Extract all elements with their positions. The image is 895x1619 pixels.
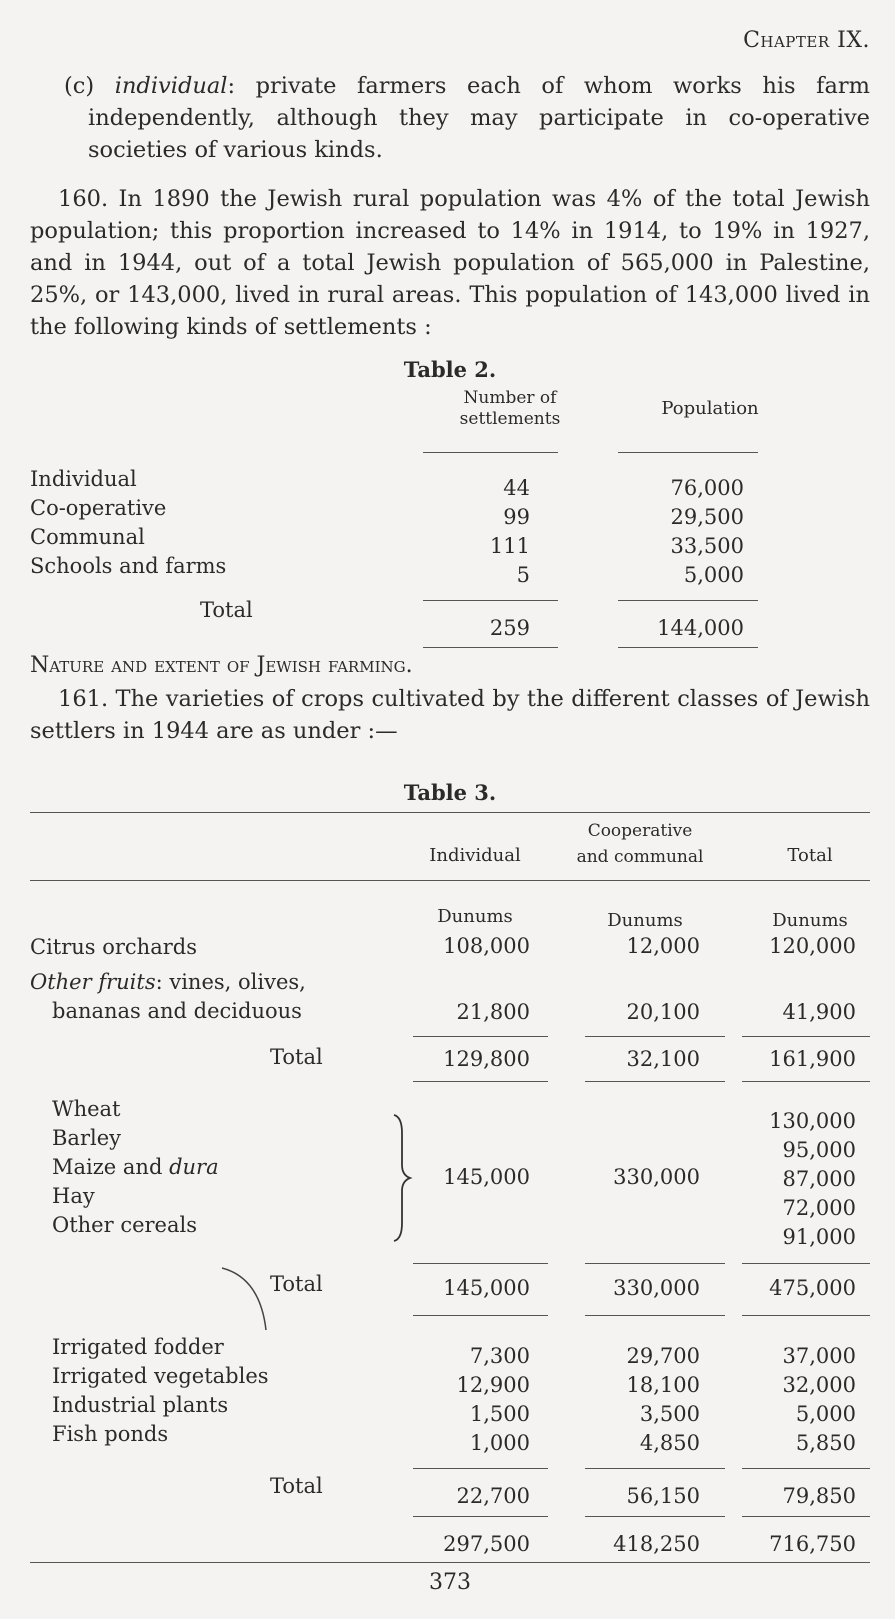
coop-total: 330,000 [613,1276,700,1300]
total-value: 130,000 [769,1109,856,1133]
table2-rule [423,647,558,648]
table3-header-rule [30,880,870,881]
table3-rule [413,1468,548,1469]
table3-rule [585,1081,725,1082]
total-value: 95,000 [782,1138,856,1162]
coop-value: 29,700 [626,1344,700,1368]
row-label: Barley [52,1126,121,1150]
table3-rule [413,1315,548,1316]
table3-rule [742,1036,870,1037]
table3-header-total: Total [787,845,833,866]
row-label [52,1153,219,1182]
table2-rule [423,452,558,453]
table3-rule [742,1081,870,1082]
table3-rule [742,1315,870,1316]
total-label: Total [270,1045,323,1069]
row-label: Other cereals [52,1213,197,1237]
coop-value: 4,850 [639,1431,700,1455]
table3-rule [413,1516,548,1517]
population-value: 76,000 [670,476,744,500]
settlements-value: 111 [489,534,530,558]
coop-value: 3,500 [639,1402,700,1426]
row-label-text: : vines, olives, [155,970,306,994]
row-label [30,968,306,997]
row-label: Wheat [52,1097,121,1121]
coop-value: 18,100 [626,1373,700,1397]
total-grand-total: 716,750 [769,1532,856,1556]
individual-grand-total: 297,500 [443,1532,530,1556]
coop-value: 20,100 [626,1000,700,1024]
grand-total-value: 161,900 [769,1047,856,1071]
individual-value: 12,900 [456,1373,530,1397]
population-value: 33,500 [670,534,744,558]
settlements-total: 259 [489,616,530,640]
coop-grand-total: 418,250 [613,1532,700,1556]
table2-header-population: Population [661,398,759,419]
grand-total-value: 475,000 [769,1276,856,1300]
population-total: 144,000 [657,616,744,640]
coop-value: 12,000 [626,934,700,958]
individual-total: 22,700 [456,1484,530,1508]
unit-label: Dunums [437,906,513,927]
row-label: Communal [30,525,145,549]
individual-value: 1,000 [469,1431,530,1455]
grand-total-value: 79,850 [782,1484,856,1508]
table2-rule [618,647,758,648]
table2-header-settlements: Number of settlements [459,388,561,429]
total-value: 87,000 [782,1167,856,1191]
settlements-value: 44 [503,476,530,500]
table3-rule [585,1263,725,1264]
settlements-value: 5 [516,563,530,587]
section-heading: Nature and extent of Jewish farming. [30,653,413,678]
total-value: 5,850 [795,1431,856,1455]
total-value: 41,900 [782,1000,856,1024]
table3-rule [413,1036,548,1037]
table3-rule [742,1263,870,1264]
individual-value: 108,000 [443,934,530,958]
table3-rule [585,1468,725,1469]
coop-total: 32,100 [626,1047,700,1071]
table3-header-individual: Individual [429,845,521,866]
para-c-label: (c) [64,73,95,99]
total-label: Total [270,1272,323,1296]
total-value: 37,000 [782,1344,856,1368]
row-label: Irrigated vegetables [52,1364,269,1388]
total-value: 72,000 [782,1196,856,1220]
table2-rule [618,600,758,601]
row-label-continued: bananas and deciduous [52,999,302,1023]
table2-rule [618,452,758,453]
paragraph-160: 160. In 1890 the Jewish rural population was 4% of the total Jewish population; this proportion increased to 14% in 1914, to 19% in 1927, and in 1944, out of a total Jewish population of 565,000 in Palestine, 25%, or 143,000, lived in rural areas. This population of 143,000 lived in the following kinds of settlements : [30,186,870,340]
row-label: Hay [52,1184,95,1208]
bracket-individual-value: 145,000 [443,1165,530,1189]
table2-rule [423,600,558,601]
row-label: Industrial plants [52,1393,229,1417]
table3-top-rule [30,812,870,813]
total-value: 120,000 [769,934,856,958]
row-label-text: Maize and [52,1155,170,1179]
total-value: 32,000 [782,1373,856,1397]
table3-bottom-rule [30,1562,870,1563]
para-c-text: : private farmers each of whom works his farm independently, although they may participate in co-operative societies of various kinds. [88,73,870,163]
table3-rule [585,1315,725,1316]
table3-title: Table 3. [403,780,497,805]
table3-rule [413,1081,548,1082]
paragraph-c [30,70,870,166]
page-number: 373 [429,1570,471,1595]
total-label: Total [270,1474,323,1498]
row-label: Irrigated fodder [52,1335,224,1359]
total-label: Total [200,598,253,622]
individual-value: 21,800 [456,1000,530,1024]
bracket-coop-value: 330,000 [613,1165,700,1189]
individual-total: 145,000 [443,1276,530,1300]
total-value: 5,000 [795,1402,856,1426]
row-label-italic: Other fruits [30,970,156,994]
individual-total: 129,800 [443,1047,530,1071]
population-value: 29,500 [670,505,744,529]
table3-header-coop: Cooperative and communal [576,821,704,867]
coop-total: 56,150 [626,1484,700,1508]
unit-label: Dunums [772,910,848,931]
total-value: 91,000 [782,1225,856,1249]
settlements-value: 99 [503,505,530,529]
unit-label: Dunums [607,910,683,931]
row-label: Schools and farms [30,554,227,578]
table3-rule [742,1516,870,1517]
row-label: Fish ponds [52,1422,169,1446]
table2-title: Table 2. [403,357,497,382]
table3-rule [413,1263,548,1264]
para-c-term: individual [114,73,228,99]
chapter-heading: Chapter IX. [743,28,870,53]
row-label: Citrus orchards [30,935,197,959]
paragraph-161: 161. The varieties of crops cultivated by the different classes of Jewish settlers in 1944 are as under :— [30,686,870,744]
individual-value: 1,500 [469,1402,530,1426]
row-label-italic: dura [169,1155,219,1179]
table3-rule [742,1468,870,1469]
row-label: Co-operative [30,496,167,520]
table3-rule [585,1036,725,1037]
individual-value: 7,300 [469,1344,530,1368]
row-label: Individual [30,467,137,491]
table3-rule [585,1516,725,1517]
population-value: 5,000 [683,563,744,587]
